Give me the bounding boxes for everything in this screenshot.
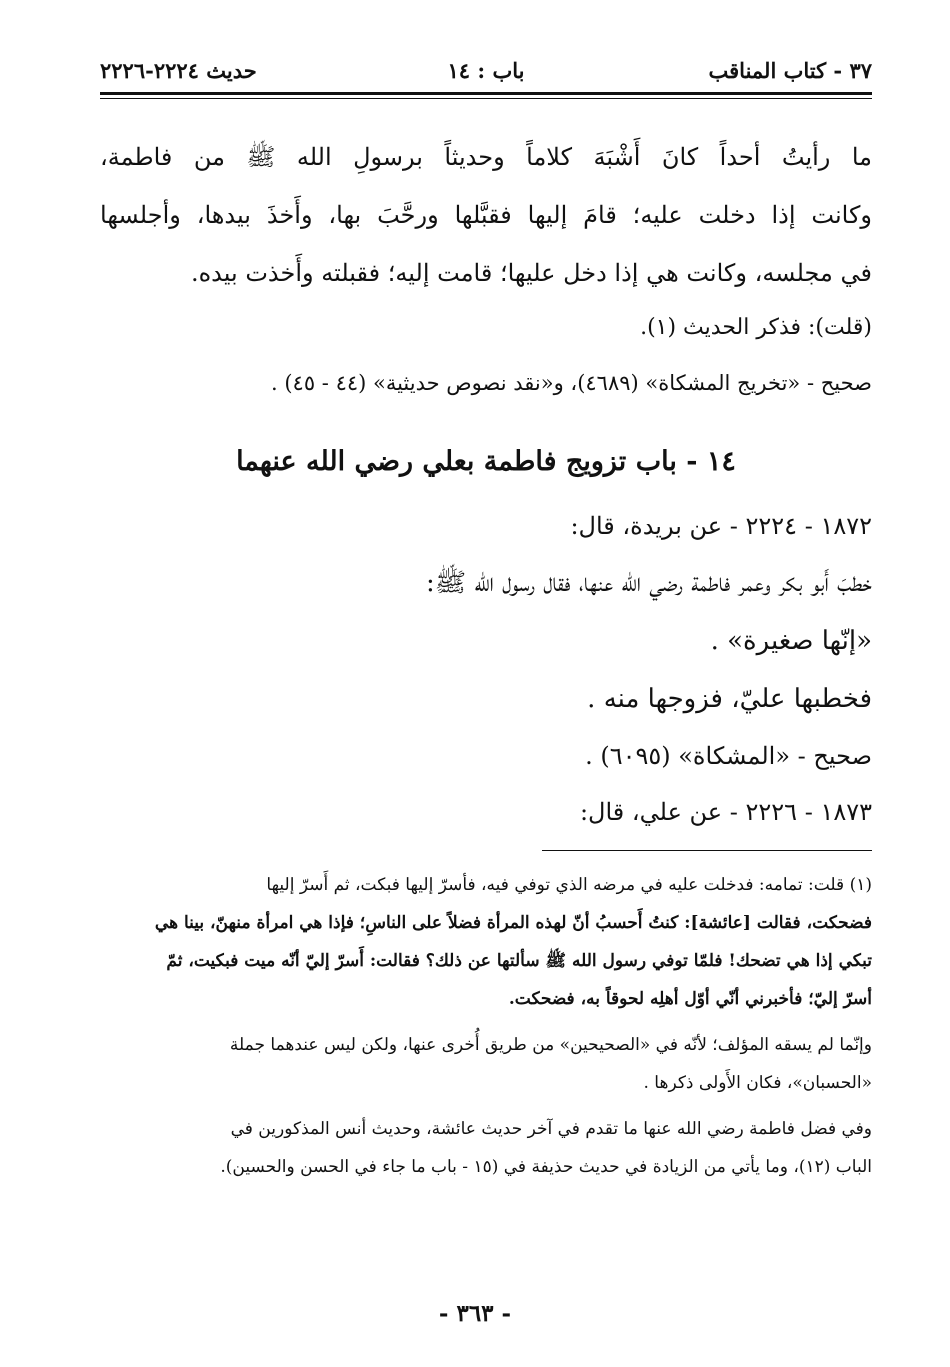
text-line: (قلت): فذكر الحديث (١). <box>640 315 872 340</box>
footnote-line: وفي فضل فاطمة رضي الله عنها ما تقدم في آخر حديث عائشة، وحديث أنس المذكورين في <box>230 1119 872 1139</box>
header-book-title: ٣٧ - كتاب المناقب <box>708 58 872 83</box>
hadith-text <box>100 498 872 840</box>
source-grading: صحيح - «تخريج المشكاة» (٤٦٨٩)، و«نقد نصوص حديثية» (٤٤ - ٤٥) . <box>271 371 872 395</box>
header-rule-thick <box>100 92 872 95</box>
text-line: فخطبها عليّ، فزوجها منه . <box>587 684 872 714</box>
text-line: في مجلسه، وكانت هي إذا دخل عليها؛ قامت إليه؛ فقبلته وأَخذت بيده. <box>190 259 872 287</box>
header-chapter: باب : ١٤ <box>447 58 525 83</box>
header-hadith-range: حديث ٢٢٢٤-٢٢٢٦ <box>100 58 257 83</box>
text-line: ما رأيتُ أحداً كانَ أَشْبَهَ كلاماً وحديثاً برسولِ الله ﷺ من فاطمة، <box>100 143 872 171</box>
hadith-heading: ١٨٧٢ - ٢٢٢٤ - عن بريدة، قال: <box>570 512 872 540</box>
footnote-line: «الحسبان»، فكان الأَولى ذكرها . <box>643 1073 872 1093</box>
footnote-line: فضحكت، فقالت [عائشة]: كنتُ أَحسبُ أنّ لهذه المرأة فضلاً على الناسِ؛ فإذا هي امرأة منهنّ، بينا هي <box>154 913 872 933</box>
footnote-line: وإنّما لم يسقه المؤلف؛ لأنّه في «الصحيحين» من طريق أُخرى عنها، ولكن ليس عندهما جملة <box>229 1035 872 1055</box>
footnote-line: أسرّ إليّ؛ فأخبرني أنّي أوّل أهلِه لحوقاً به، فضحكت. <box>508 989 872 1009</box>
source-grading: صحيح - «المشكاة» (٦٠٩٥) . <box>585 742 872 770</box>
text-line: خطبَ أَبو بكر وعمر فاطمة رضي الله عنها، فقال رسول الله ﷺ: <box>426 568 872 598</box>
footnote-line: الباب (١٢)، وما يأتي من الزيادة في حديث حذيفة في (١٥ - باب ما جاء في الحسن والحسين). <box>220 1157 872 1177</box>
running-header <box>100 58 872 90</box>
footnote-line: تبكي إذا هي تضحك! فلمّا توفي رسول الله ﷺ سألتها عن ذلك؟ فقالت: أَسرّ إليّ أنّه ميت فبكيت، ثمّ <box>166 951 872 971</box>
footnote-separator <box>542 850 872 851</box>
page-number: - ٣٦٣ - <box>438 1300 512 1327</box>
header-rule-thin <box>100 98 872 99</box>
text-line: وكانت إذا دخلت عليه؛ قامَ إليها فقبَّلها ورحَّبَ بها، وأَخذَ بيدها، وأجلسها <box>100 201 872 229</box>
footnote-line: (١) قلت: تمامه: فدخلت عليه في مرضه الذي توفي فيه، فأسرّ إليها فبكت، ثم أَسرّ إليها <box>266 875 872 895</box>
intro-text <box>100 128 872 412</box>
footnotes <box>100 866 872 1186</box>
text-line: «إنّها صغيرة» . <box>710 626 872 656</box>
hadith-heading: ١٨٧٣ - ٢٢٢٦ - عن علي، قال: <box>579 798 872 826</box>
chapter-title: ١٤ - باب تزويج فاطمة بعلي رضي الله عنهما <box>236 446 736 477</box>
